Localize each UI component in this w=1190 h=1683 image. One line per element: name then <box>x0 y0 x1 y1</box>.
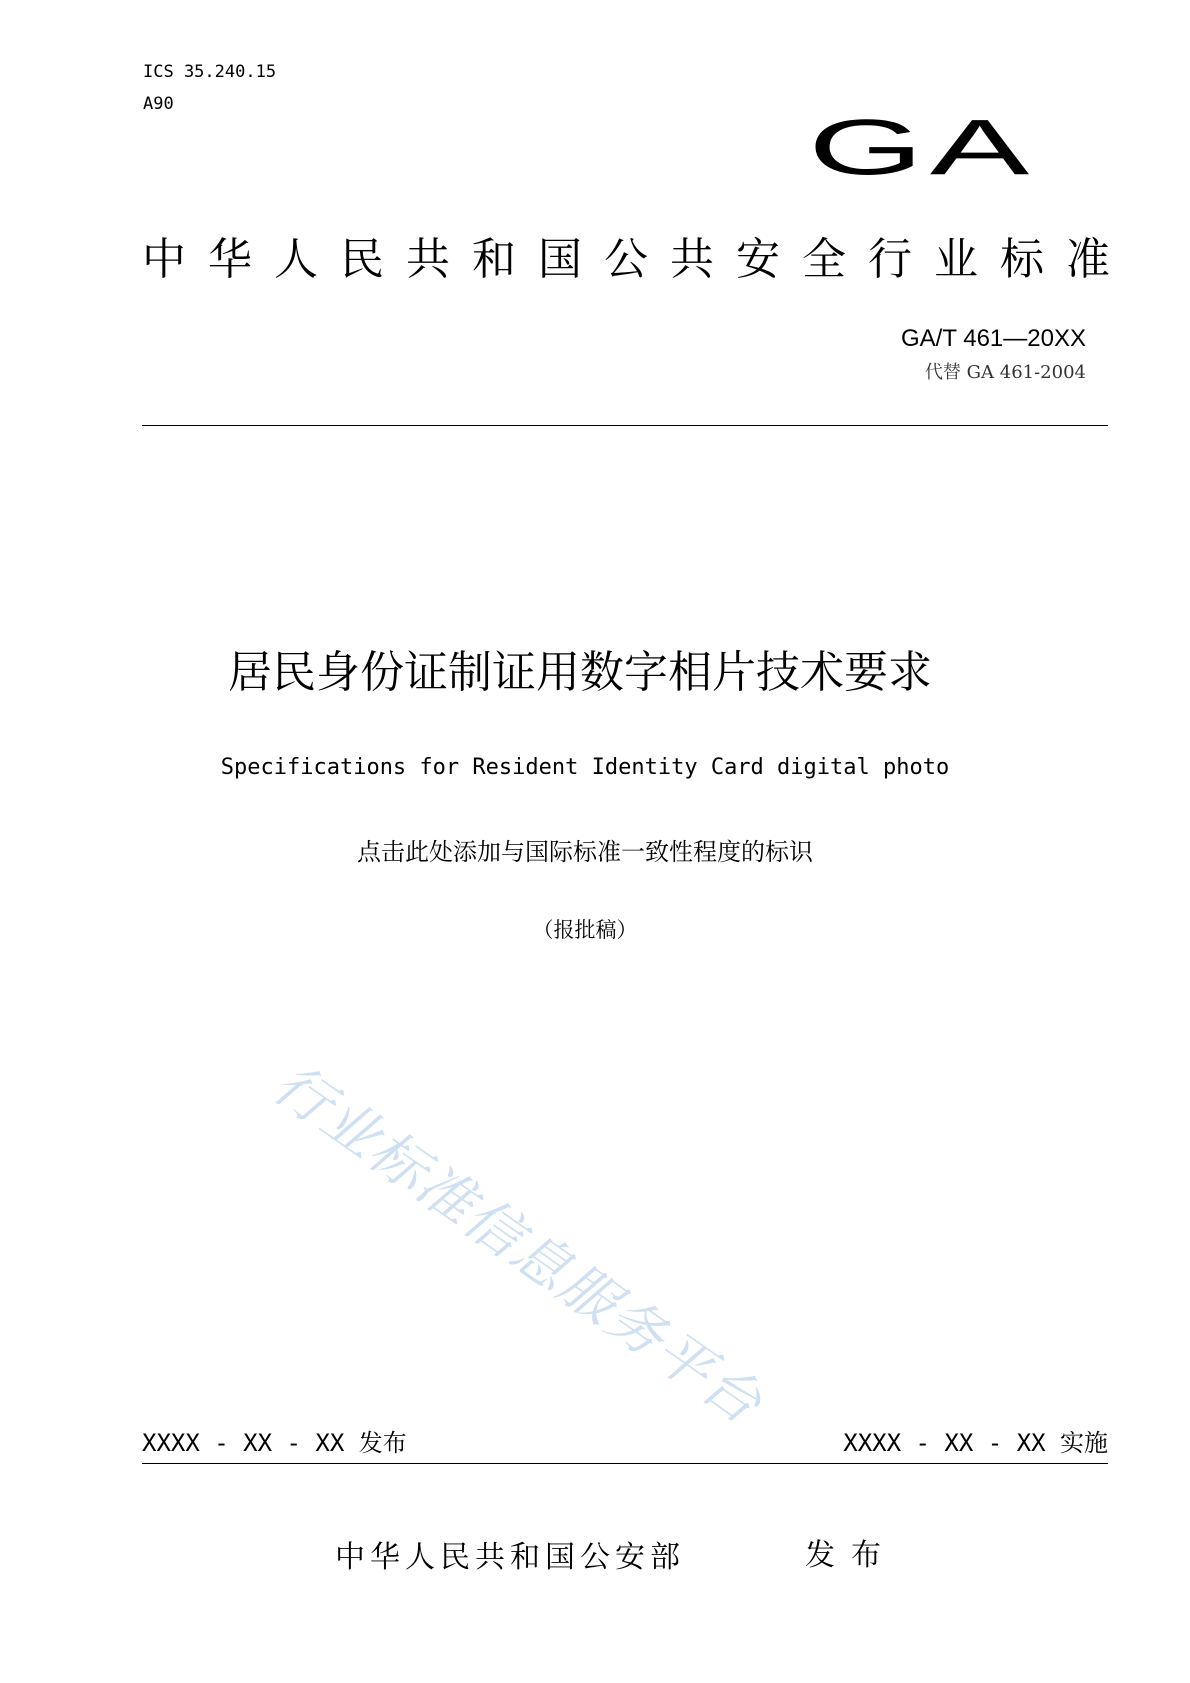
ga-logo: GA <box>808 103 1036 192</box>
header-divider <box>142 425 1108 426</box>
publish-label: 发布 <box>805 1538 897 1573</box>
replaces-standard: 代替 GA 461-2004 <box>924 362 1086 383</box>
implement-date: XXXX - XX - XX 实施 <box>843 1429 1108 1457</box>
issue-date: XXXX - XX - XX 发布 <box>142 1429 407 1457</box>
conformity-placeholder[interactable]: 点击此处添加与国际标准一致性程度的标识 <box>357 838 813 866</box>
classification-code: A90 <box>143 94 174 114</box>
ics-code: ICS 35.240.15 <box>143 62 277 82</box>
footer-divider <box>142 1463 1108 1464</box>
standard-number: GA/T 461—20XX <box>901 325 1086 352</box>
org-standard-title: 中华人民共和国公共安全行业标准 <box>142 234 1132 285</box>
document-title-cn: 居民身份证制证用数字相片技术要求 <box>228 647 932 698</box>
draft-status: （报批稿） <box>532 918 638 942</box>
publisher-name: 中华人民共和国公安部 <box>335 1540 685 1575</box>
document-title-en: Specifications for Resident Identity Card digital photo <box>220 755 950 780</box>
watermark-text: 行业标准信息服务平台 <box>261 1051 774 1438</box>
